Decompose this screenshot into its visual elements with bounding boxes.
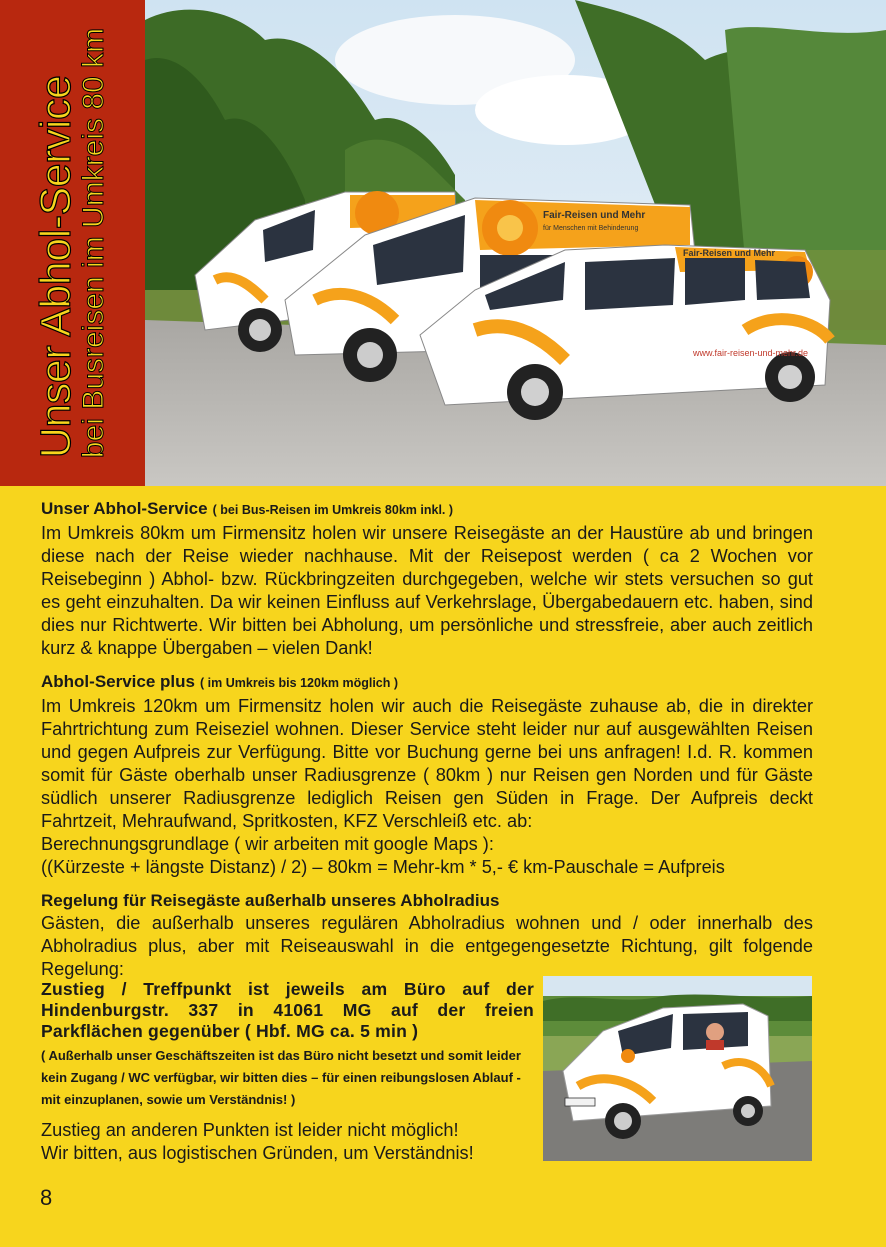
section3-heading: Regelung für Reisegäste außerhalb unseres Abholradius — [41, 891, 500, 910]
side-banner-text — [34, 28, 110, 458]
section2-heading: Abhol-Service plus — [41, 672, 195, 691]
closing-line-2: Wir bitten, aus logistischen Gründen, um Verständnis! — [41, 1143, 474, 1163]
banner-title: Unser Abhol-Service — [32, 75, 80, 459]
photo-van-driver — [543, 976, 812, 1161]
meeting-point-block — [41, 979, 534, 1165]
meeting-point-note: ( Außerhalb unser Geschäftszeiten ist das Büro nicht besetzt und somit leider kein Zugang / WC verfügbar, wir bitten dies – für einen reibungslosen Ablauf - mit einzuplanen, sowie um Verständnis! ) — [41, 1048, 521, 1107]
page-number: 8 — [40, 1185, 53, 1210]
van-brand-lettering: Fair-Reisen und Mehr — [683, 248, 776, 258]
section3-body: Gästen, die außerhalb unseres regulären Abholradius wohnen und / oder innerhalb des Abholradius plus, aber mit Reiseauswahl in die entgegengesetzte Richtung, gilt folgende Regelung: — [41, 913, 813, 979]
section-abhol-service-plus — [41, 670, 813, 879]
section1-heading: Unser Abhol-Service — [41, 499, 208, 518]
vans-illustration — [145, 0, 886, 486]
section1-note: ( bei Bus-Reisen im Umkreis 80km inkl. ) — [212, 503, 454, 517]
section2-body: Im Umkreis 120km um Firmensitz holen wir auch die Reisegäste zuhause ab, die in direkter Fahrtrichtung zum Reiseziel wohnen. Dieser Service steht leider nur auf ausgewählten Reisen und gegen Aufpreis zur Verfügung. Bitte vor Buchung gerne bei uns anfragen! I.d. R. kommen somit für Gäste oberhalb unser Radiusgrenze ( 80km ) nur Reisen gen Norden und für Gäste südlich unserer Radiusgrenze lediglich Reisen gen Süden in Frage. Der Aufpreis deckt Fahrtzeit, Mehraufwand, Spritkosten, KFZ Verschleiß etc. ab: — [41, 696, 813, 831]
van-driver-illustration — [543, 976, 812, 1161]
van-website-lettering: www.fair-reisen-und-mehr.de — [693, 348, 809, 358]
main-content — [41, 497, 813, 991]
section-outside-radius — [41, 889, 813, 981]
hero-photo-vans — [145, 0, 886, 486]
meeting-point-text: Zustieg / Treffpunkt ist jeweils am Büro auf der Hindenburgstr. 337 in 41061 MG auf der freien Parkflächen gegenüber ( Hbf. MG ca. 5 min ) — [41, 979, 534, 1041]
section1-body: Im Umkreis 80km um Firmensitz holen wir unsere Reisegäste an der Haustüre ab und bringen diese nach der Reise wieder nachhause. Mit der Reisepost werden ( ca 2 Wochen vor Reisebeginn ) Abhol- bzw. Rückbringzeiten durchgegeben, welche wir stets versuchen so gut es geht einzuhalten. Da wir keinen Einfluss auf Verkehrslage, Übergabedauern etc. haben, sind dies nur Richtwerte. Wir bitten bei Abholung, um persönliche und stressfreie, aber auch zeitlich kurz & knappe Übergaben – vielen Dank! — [41, 523, 813, 658]
section2-formula-intro: Berechnungsgrundlage ( wir arbeiten mit google Maps ): — [41, 834, 494, 854]
van-middle-tagline: für Menschen mit Behinderung — [543, 225, 639, 232]
side-banner — [0, 0, 145, 486]
closing-line-1: Zustieg an anderen Punkten ist leider nicht möglich! — [41, 1120, 459, 1140]
section2-formula: ((Kürzeste + längste Distanz) / 2) – 80km = Mehr-km * 5,- € km-Pauschale = Aufpreis — [41, 857, 725, 877]
banner-subtitle: bei Busreisen im Umkreis 80 km — [77, 27, 110, 459]
section2-note: ( im Umkreis bis 120km möglich ) — [200, 676, 399, 690]
section-abhol-service — [41, 497, 813, 660]
van-middle-lettering: Fair-Reisen und Mehr — [543, 210, 646, 221]
